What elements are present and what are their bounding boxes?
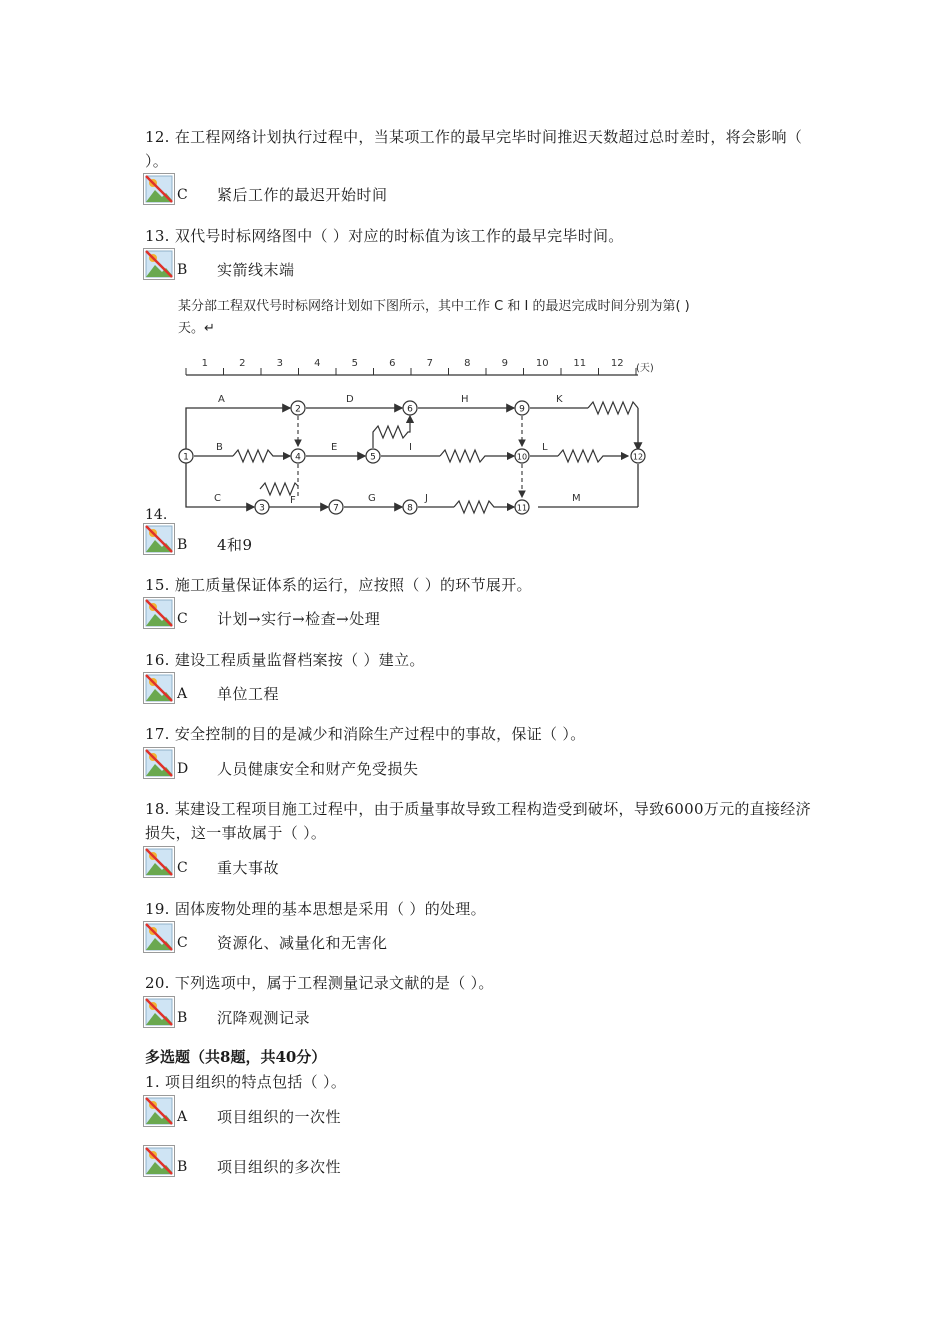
activity-J: J [425, 493, 428, 504]
multi-question-1: 1. 项目组织的特点包括（ ）。 [145, 1073, 347, 1091]
broken-image-icon [143, 996, 175, 1028]
answer-20 [143, 996, 643, 1028]
broken-image-icon [143, 747, 175, 779]
activity-M: M [572, 493, 581, 504]
answer-text: 资源化、减量化和无害化 [217, 934, 388, 952]
answer-text: 重大事故 [217, 859, 280, 877]
answer-text: 实箭线末端 [217, 261, 295, 279]
question-14: 14. [145, 507, 168, 523]
broken-image-icon [143, 1145, 175, 1177]
multi-option-b [143, 1145, 643, 1177]
answer-letter: C [177, 935, 188, 951]
activity-G: G [368, 493, 376, 504]
node-label-10: 10 [516, 452, 528, 462]
answer-18 [143, 846, 643, 878]
time-scale-unit: (天) [636, 363, 654, 374]
node-label-2: 2 [295, 404, 301, 415]
scale-tick-label: 1 [201, 358, 208, 369]
activity-F: F [290, 495, 296, 506]
question-13: 13. 双代号时标网络图中（ ）对应的时标值为该工作的最早完毕时间。 [145, 227, 624, 245]
activity-B: B [216, 442, 223, 453]
scale-tick-label: 4 [314, 358, 321, 369]
answer-letter: A [177, 1109, 188, 1125]
scale-tick-label: 3 [276, 358, 283, 369]
answer-letter: B [177, 262, 188, 278]
time-scaled-network-diagram [178, 344, 698, 520]
multi-option-a [143, 1095, 643, 1127]
scale-tick-label: 11 [573, 358, 587, 369]
activity-H: H [461, 394, 469, 405]
answer-12 [143, 173, 643, 205]
question-16: 16. 建设工程质量监督档案按（ ）建立。 [145, 651, 425, 669]
question-18: 18. 某建设工程项目施工过程中，由于质量事故导致工程构造受到破坏，导致6000万元的直接经济损失，这一事故属于（ ）。 [145, 800, 811, 842]
broken-image-icon [143, 921, 175, 953]
answer-17 [143, 747, 643, 779]
activity-L: L [542, 442, 548, 453]
answer-19 [143, 921, 643, 953]
answer-text: 单位工程 [217, 685, 280, 703]
broken-image-icon [143, 846, 175, 878]
activity-C: C [214, 493, 221, 504]
answer-text: 沉降观测记录 [217, 1009, 311, 1027]
node-label-11: 11 [516, 503, 528, 513]
answer-letter: B [177, 1010, 188, 1026]
answer-letter: D [177, 761, 189, 777]
node-label-6: 6 [407, 404, 413, 415]
node-label-3: 3 [259, 503, 265, 514]
answer-text: 项目组织的一次性 [217, 1108, 342, 1126]
question-17: 17. 安全控制的目的是减少和消除生产过程中的事故，保证（ ）。 [145, 725, 586, 743]
figure-caption: 某分部工程双代号时标网络计划如下图所示，其中工作 C 和 I 的最迟完成时间分别为第( )天。↵ [178, 299, 690, 336]
broken-image-icon [143, 173, 175, 205]
scale-tick-label: 2 [239, 358, 246, 369]
node-label-8: 8 [407, 503, 413, 514]
node-label-9: 9 [519, 404, 525, 415]
answer-letter: B [177, 1159, 188, 1175]
scale-tick-label: 8 [464, 358, 471, 369]
scale-tick-label: 10 [535, 358, 549, 369]
activity-E: E [331, 442, 338, 453]
answer-letter: C [177, 611, 188, 627]
answer-text: 人员健康安全和财产免受损失 [217, 760, 419, 778]
node-label-5: 5 [370, 452, 376, 463]
broken-image-icon [143, 1095, 175, 1127]
question-12: 12. 在工程网络计划执行过程中，当某项工作的最早完毕时间推迟天数超过总时差时，将会影响（ ）。 [145, 128, 803, 170]
activity-K: K [556, 394, 563, 405]
node-label-12: 12 [632, 452, 644, 462]
activity-I: I [409, 442, 412, 453]
answer-text: 计划→实行→检查→处理 [217, 610, 381, 628]
activity-A: A [218, 394, 225, 405]
node-label-7: 7 [333, 503, 339, 514]
question-15: 15. 施工质量保证体系的运行，应按照（ ）的环节展开。 [145, 576, 532, 594]
scale-tick-label: 12 [610, 358, 624, 369]
answer-letter: A [177, 686, 188, 702]
node-label-1: 1 [183, 452, 189, 463]
answer-letter: C [177, 860, 188, 876]
question-20: 20. 下列选项中，属于工程测量记录文献的是（ ）。 [145, 974, 494, 992]
section-title: 多选题（共8题，共40分） [145, 1048, 327, 1066]
question-19: 19. 固体废物处理的基本思想是采用（ ）的处理。 [145, 900, 486, 918]
answer-15 [143, 597, 643, 629]
broken-image-icon [143, 523, 175, 555]
answer-13 [143, 248, 643, 280]
activity-D: D [346, 394, 354, 405]
scale-tick-label: 6 [389, 358, 396, 369]
scale-tick-label: 5 [351, 358, 358, 369]
scale-tick-label: 9 [501, 358, 508, 369]
broken-image-icon [143, 597, 175, 629]
answer-letter: C [177, 187, 188, 203]
answer-text: 4和9 [217, 536, 253, 554]
answer-letter: B [177, 537, 188, 553]
network-diagram-figure [178, 296, 698, 518]
scale-tick-label: 7 [426, 358, 433, 369]
answer-16 [143, 672, 643, 704]
answer-text: 项目组织的多次性 [217, 1158, 342, 1176]
broken-image-icon [143, 672, 175, 704]
answer-text: 紧后工作的最迟开始时间 [217, 186, 388, 204]
broken-image-icon [143, 248, 175, 280]
answer-14 [143, 523, 643, 555]
node-label-4: 4 [295, 452, 301, 463]
